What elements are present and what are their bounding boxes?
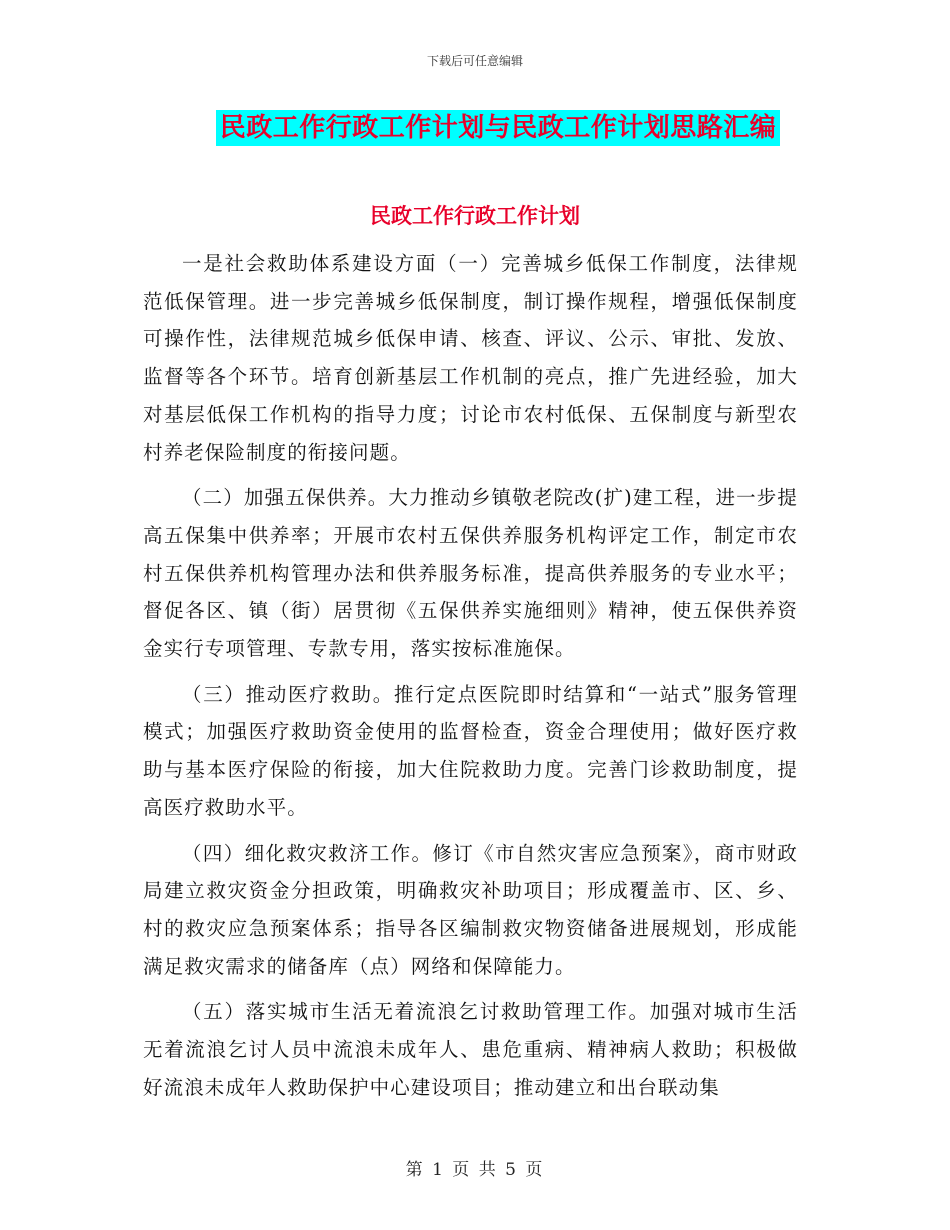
- section-title: 民政工作行政工作计划: [370, 204, 580, 228]
- paragraph: （四）细化救灾救济工作。修订《市自然灾害应急预案》，商市财政局建立救灾资金分担政策，明确救灾补助项目；形成覆盖市、区、乡、村的救灾应急预案体系；指导各区编制救灾物资储备进展规划，形成能满足救灾需求的储备库（点）网络和保障能力。: [143, 841, 798, 978]
- paragraph: （五）落实城市生活无着流浪乞讨救助管理工作。加强对城市生活无着流浪乞讨人员中流浪未成年人、患危重病、精神病人救助；积极做好流浪未成年人救助保护中心建设项目；推动建立和出台联动集: [143, 1000, 798, 1099]
- page-header-note: 下载后可任意编辑: [426, 54, 523, 68]
- paragraph: （二）加强五保供养。大力推动乡镇敬老院改(扩)建工程，进一步提高五保集中供养率；开展市农村五保供养服务机构评定工作，制定市农村五保供养机构管理办法和供养服务标准，提高供养服务的专业水平；督促各区、镇（街）居贯彻《五保供养实施细则》精神，使五保供养资金实行专项管理、专款专用，落实按标准施保。: [143, 486, 798, 661]
- document-title: 民政工作行政工作计划与民政工作计划思路汇编: [216, 110, 781, 146]
- page-number-footer: 第 1 页 共 5 页: [405, 1160, 545, 1180]
- document-body: [143, 245, 798, 1114]
- paragraph: （三）推动医疗救助。推行定点医院即时结算和“一站式”服务管理模式；加强医疗救助资金使用的监督检查，资金合理使用；做好医疗救助与基本医疗保险的衔接，加大住院救助力度。完善门诊救助制度，提高医疗救助水平。: [143, 682, 798, 819]
- paragraph: 一是社会救助体系建设方面（一）完善城乡低保工作制度，法律规范低保管理。进一步完善城乡低保制度，制订操作规程，增强低保制度可操作性，法律规范城乡低保申请、核查、评议、公示、审批、发放、监督等各个环节。培育创新基层工作机制的亮点，推广先进经验，加大对基层低保工作机构的指导力度；讨论市农村低保、五保制度与新型农村养老保险制度的衔接问题。: [143, 252, 798, 464]
- document-title-container: [0, 110, 950, 146]
